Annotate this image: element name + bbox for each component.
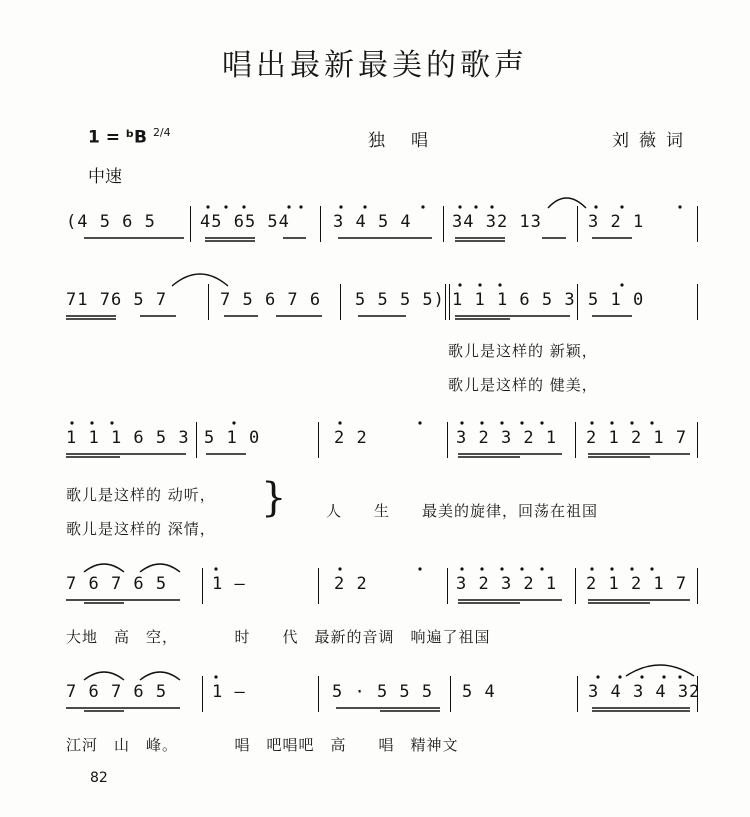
octave-dot [520,421,523,424]
octave-dot [610,421,613,424]
octave-dot [460,567,463,570]
octave-dot [498,283,501,286]
measure: 2 1 2 1 7 [586,428,688,448]
lyric-line: 歌儿是这样的 深情， [66,520,216,538]
octave-dot [596,675,599,678]
measure: 5 4 [462,682,496,702]
octave-dot [500,567,503,570]
octave-dot [338,421,341,424]
octave-dot [540,421,543,424]
octave-dot [620,205,623,208]
page-number: 82 [90,770,108,786]
measure: (4 5 6 5 [66,212,156,232]
lyric-line: 歌儿是这样的 健美， [448,376,598,394]
performance-type: 独唱 [368,131,454,151]
measure: 2 1 2 1 7 [586,574,688,594]
slur [84,564,124,572]
tempo-marking: 中速 [88,167,122,187]
octave-dot [590,421,593,424]
measure: 5 1 0 [588,290,645,310]
octave-dot [662,675,665,678]
octave-dot [421,205,424,208]
measure: 5 · 5 5 5 [332,682,434,702]
slur [140,564,180,572]
measure: 2 2 [334,574,368,594]
octave-dot [90,421,93,424]
measure: 34 32 13 [452,212,542,232]
octave-dot [339,205,342,208]
octave-dot [650,567,653,570]
measure: 7 6 7 6 5 [66,682,168,702]
slur [548,198,586,208]
measure: 3 2 1 [588,212,645,232]
octave-dot [620,283,623,286]
measure: 1 1 1 6 5 3 [66,428,190,448]
octave-dot [338,567,341,570]
octave-dot [678,205,681,208]
octave-dot [214,567,217,570]
lyric-brace: } [261,475,287,521]
slur [172,274,228,286]
measure: 71 76 5 7 [66,290,168,310]
octave-dot [610,567,613,570]
measure: 7 6 7 6 5 [66,574,168,594]
measure: 1 — [212,682,246,702]
octave-dot [478,283,481,286]
octave-dot [287,205,290,208]
octave-dot [474,205,477,208]
octave-dot [232,421,235,424]
octave-dot [224,205,227,208]
octave-dot [480,421,483,424]
octave-dot [418,567,421,570]
measure: 5 1 0 [204,428,261,448]
key-label: 1 = ᵇB [88,127,148,148]
measure: 3 2 3 2 1 [456,428,558,448]
octave-dot [594,205,597,208]
time-signature: 2/4 [152,126,171,139]
octave-dot [214,675,217,678]
lyric-line: 人 生 最美的旋律，回荡在祖国 [326,502,599,520]
lyric-line: 歌儿是这样的 动听， [66,486,216,504]
octave-dot [458,205,461,208]
octave-dot [630,421,633,424]
octave-dot [70,421,73,424]
octave-dot [618,675,621,678]
octave-dot [458,283,461,286]
octave-dot [520,567,523,570]
lyricist-credit: 刘薇词 [612,131,693,151]
octave-dot [460,421,463,424]
measure: 1 — [212,574,246,594]
lyric-line: 江河 山 峰。 唱 吧唱吧 高 唱 精神文 [66,736,459,754]
song-title: 唱出最新最美的歌声 [222,48,528,83]
octave-dot [363,205,366,208]
octave-dot [640,675,643,678]
octave-dot [678,675,681,678]
slur [626,665,694,676]
measure: 1 1 1 6 5 3 [452,290,576,310]
octave-dot [500,421,503,424]
measure: 7 5 6 7 6 [220,290,322,310]
octave-dot [650,421,653,424]
lyric-line: 大地 高 空， 时 代 最新的音调 响遍了祖国 [66,628,491,646]
octave-dot [540,567,543,570]
octave-dot [590,567,593,570]
measure: 45 65 54 [200,212,290,232]
slur [84,672,124,680]
lyric-line: 歌儿是这样的 新颖， [448,342,598,360]
measure: 3 4 3 4 32 [588,682,701,702]
measure: 3 2 3 2 1 [456,574,558,594]
slur [140,672,180,680]
octave-dot [418,421,421,424]
measure: 2 2 [334,428,368,448]
octave-dot [110,421,113,424]
octave-dot [206,205,209,208]
octave-dot [490,205,493,208]
measure: 3 4 5 4 [333,212,412,232]
octave-dot [630,567,633,570]
measure: 5 5 5 5) [355,290,445,310]
octave-dot [299,205,302,208]
octave-dot [242,205,245,208]
octave-dot [480,567,483,570]
